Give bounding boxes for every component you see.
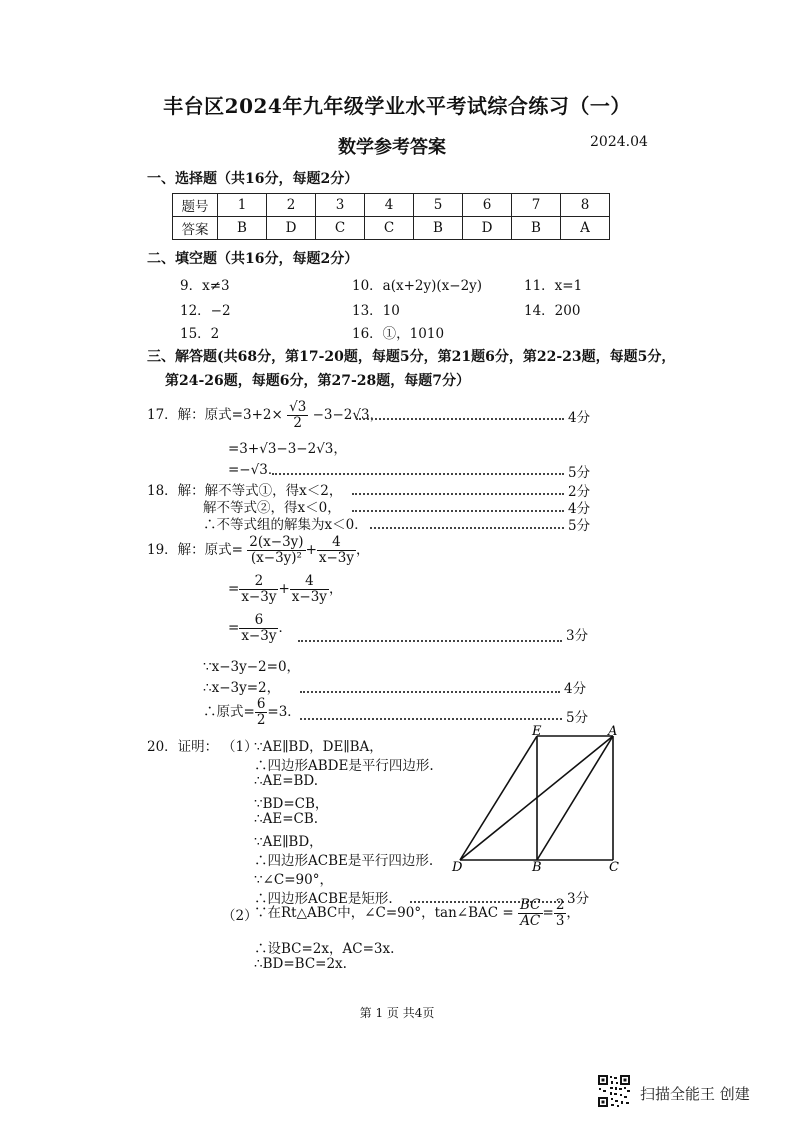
question-number: 8 — [561, 194, 610, 217]
exam-date: 2024.04 — [590, 134, 648, 150]
answer-cell: A — [561, 217, 610, 240]
q19-line5: ∴x−3y=2， — [203, 680, 281, 696]
dot-leader — [352, 493, 564, 495]
proof-line: ∴四边形ACBE是矩形. — [254, 891, 393, 907]
fill-answer: 16．①，1010 — [352, 326, 445, 342]
dot-leader — [272, 473, 564, 475]
fraction-denominator: x−3y — [241, 628, 277, 644]
answer-cell: D — [267, 217, 316, 240]
section1-heading: 一、选择题（共16分，每题2分） — [147, 171, 359, 187]
q20-part2-line3: ∴BD=BC=2x. — [254, 956, 347, 972]
page-title: 丰台区2024年九年级学业水平考试综合练习（一） — [163, 94, 631, 118]
score: 5分 — [568, 465, 591, 481]
vertex-label-b: B — [532, 860, 542, 874]
comma: ， — [566, 905, 580, 921]
fraction-denominator: x−3y — [291, 589, 327, 605]
fill-answer: 15．2 — [180, 326, 220, 342]
proof-line: ∵AE∥BD，DE∥BA， — [254, 739, 383, 755]
question-number: 1 — [218, 194, 267, 217]
comma: ， — [328, 581, 343, 597]
segment-ba — [537, 736, 613, 860]
fraction-numerator: BC — [519, 897, 541, 913]
table-row — [173, 217, 610, 240]
fraction-numerator: 2(x−3y) — [249, 534, 304, 550]
fraction-numerator: 6 — [256, 696, 266, 712]
q19-line6-pre: ∴原式= — [203, 704, 255, 720]
proof-line: ∴AE=CB. — [254, 811, 319, 827]
qr-code-icon — [597, 1074, 631, 1108]
fraction — [239, 574, 278, 605]
fill-answer: 14．200 — [524, 303, 581, 319]
fraction — [290, 574, 329, 605]
answer-cell: B — [512, 217, 561, 240]
fraction — [255, 697, 268, 728]
dot-leader — [370, 527, 564, 529]
score: 2分 — [568, 484, 591, 500]
fill-answer: 13．10 — [352, 303, 400, 319]
fraction-numerator: 4 — [290, 574, 329, 590]
proof-line: ∴AE=BD. — [254, 773, 319, 789]
answer-cell: C — [316, 217, 365, 240]
geometry-figure — [448, 724, 628, 874]
q17-line1 — [147, 400, 383, 431]
vertex-label-a: A — [608, 724, 618, 739]
score: 3分 — [566, 628, 589, 644]
score: 5分 — [566, 710, 589, 726]
equals-sign: = — [542, 905, 554, 921]
q20-part2-label: （2） — [222, 908, 258, 924]
fraction-denominator: 2 — [293, 415, 302, 431]
vertex-label-c: C — [609, 860, 619, 874]
answer-cell: C — [365, 217, 414, 240]
table-row — [173, 194, 610, 217]
dot-leader — [352, 510, 564, 512]
question-number: 5 — [414, 194, 463, 217]
q18-line2: 解不等式②，得x＜0， — [203, 500, 341, 516]
answer-table — [172, 193, 610, 240]
fraction-denominator: 2 — [256, 712, 266, 728]
score: 4分 — [568, 501, 591, 517]
table-header-cell: 答案 — [173, 217, 218, 240]
q17-line2: =3+√3−3−2√3， — [228, 441, 347, 457]
q20-part2-line1 — [254, 898, 580, 929]
q19-line4: ∵x−3y−2=0， — [203, 659, 301, 675]
fraction — [239, 613, 278, 644]
score: 4分 — [568, 410, 591, 426]
page-subtitle: 数学参考答案 — [338, 137, 446, 158]
q17-tail: −3−2√3， — [312, 407, 384, 423]
period: ． — [278, 620, 292, 636]
segment-de — [460, 736, 537, 860]
proof-line: ∴四边形ABDE是平行四边形. — [254, 758, 434, 774]
fraction — [317, 535, 356, 566]
question-number: 7 — [512, 194, 561, 217]
watermark-text: 扫描全能王 创建 — [640, 1085, 750, 1103]
fraction-numerator: √3 — [289, 399, 307, 415]
q18-line3: ∴不等式组的解集为x＜0． — [203, 517, 368, 533]
fraction — [554, 898, 567, 929]
q20-part2-pre: ∵在Rt△ABC中，∠C=90°，tan∠BAC = — [254, 905, 514, 921]
dot-leader — [298, 640, 562, 642]
dot-leader — [300, 718, 562, 720]
fraction-numerator: 2 — [239, 574, 278, 590]
vertex-label-d: D — [452, 860, 463, 874]
fraction — [247, 535, 305, 566]
plus-sign: + — [305, 542, 317, 558]
fraction-denominator: 3 — [555, 913, 565, 929]
proof-line: ∵BD=CB， — [254, 796, 329, 812]
fraction-numerator: 6 — [239, 613, 278, 629]
fraction-denominator: x−3y — [241, 589, 277, 605]
section3-heading: 三、解答题(共68分，第17-20题，每题5分，第21题6分，第22-23题，每题5分， — [147, 349, 676, 365]
answer-cell: B — [218, 217, 267, 240]
section3-heading-cont: 第24-26题，每题6分，第27-28题，每题7分） — [165, 373, 471, 389]
q19-line1 — [147, 535, 370, 566]
q20-part2-line2: ∴设BC=2x，AC=3x. — [254, 941, 395, 957]
fraction-numerator: 4 — [317, 535, 356, 551]
q20-label: 20．证明： — [147, 739, 219, 755]
q18-line1: 18．解：解不等式①，得x＜2， — [147, 483, 343, 499]
dot-leader — [356, 418, 564, 420]
plus-sign: + — [278, 581, 290, 597]
answer-cell: D — [463, 217, 512, 240]
fraction-numerator: 2 — [555, 897, 565, 913]
fill-answer: 10．a(x+2y)(x−2y) — [352, 278, 483, 294]
equals-sign: = — [228, 581, 240, 597]
table-header-cell: 题号 — [173, 194, 218, 217]
fraction — [518, 898, 543, 929]
q20-part1-label: （1） — [222, 739, 258, 755]
vertex-label-e: E — [532, 724, 542, 739]
q17-line3: =−√3． — [228, 462, 282, 478]
q19-line2 — [228, 574, 342, 605]
proof-line: ∵AE∥BD， — [254, 834, 323, 850]
proof-line: ∴四边形ACBE是平行四边形. — [254, 853, 434, 869]
comma: ， — [356, 542, 370, 558]
fill-answer: 11．x=1 — [524, 278, 583, 294]
q17-label: 17．解：原式=3+2× — [147, 407, 283, 423]
fraction — [287, 400, 308, 431]
fraction-denominator: (x−3y)² — [250, 550, 302, 566]
question-number: 6 — [463, 194, 512, 217]
q19-line6 — [203, 697, 301, 728]
q19-line3 — [228, 613, 292, 644]
score: 3分 — [567, 891, 590, 907]
q19-line6-post: =3． — [267, 704, 301, 720]
fill-answer: 12．−2 — [180, 303, 231, 319]
answer-cell: B — [414, 217, 463, 240]
fraction-denominator: AC — [520, 913, 541, 929]
question-number: 2 — [267, 194, 316, 217]
page-footer: 第 1 页 共4页 — [359, 1006, 435, 1020]
dot-leader — [300, 691, 560, 693]
question-number: 3 — [316, 194, 365, 217]
equals-sign: = — [228, 620, 240, 636]
section2-heading: 二、填空题（共16分，每题2分） — [147, 251, 359, 267]
score: 4分 — [564, 681, 587, 697]
proof-line: ∵∠C=90°， — [254, 872, 333, 888]
q19-label: 19．解：原式= — [147, 542, 243, 558]
fill-answer: 9．x≠3 — [180, 278, 230, 294]
score: 5分 — [568, 518, 591, 534]
question-number: 4 — [365, 194, 414, 217]
fraction-denominator: x−3y — [318, 550, 355, 566]
